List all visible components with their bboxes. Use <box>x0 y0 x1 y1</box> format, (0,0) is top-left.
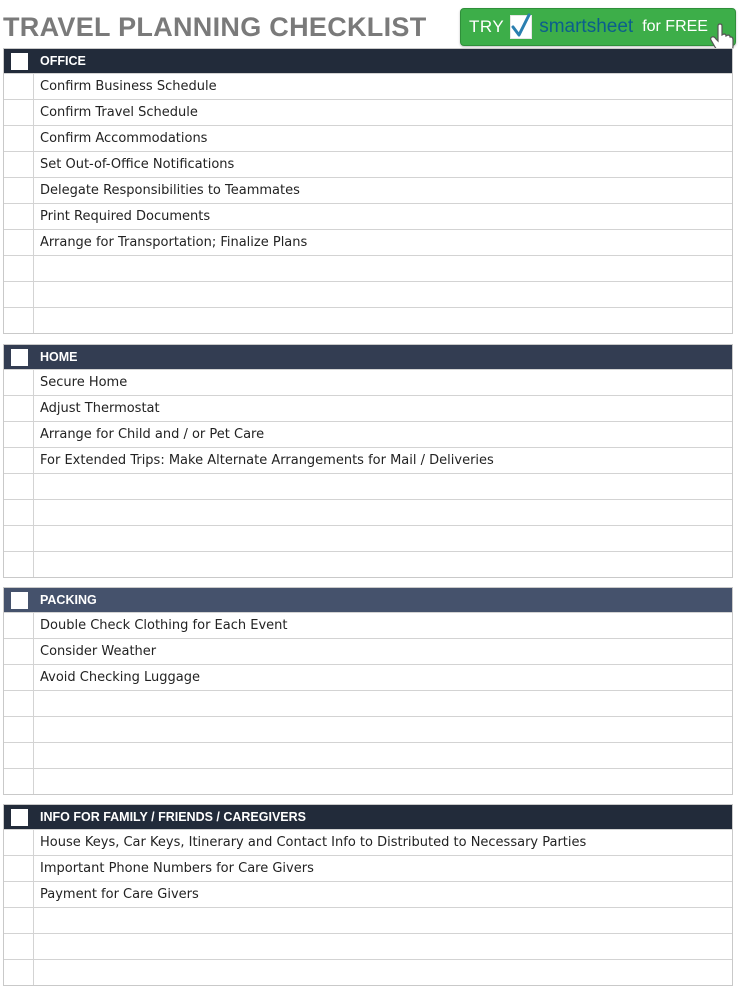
item-checkbox[interactable] <box>4 396 34 421</box>
checklist-row <box>4 907 732 933</box>
section-packing <box>3 587 733 795</box>
checklist-item: Confirm Accommodations <box>40 131 208 146</box>
checklist-item[interactable] <box>34 474 732 499</box>
checklist-row <box>4 447 732 473</box>
cta-brand-label: smartsheet <box>539 16 634 37</box>
checklist-item: Avoid Checking Luggage <box>40 670 200 685</box>
section-header <box>4 345 732 369</box>
checklist-row <box>4 881 732 907</box>
checklist-row <box>4 421 732 447</box>
section-header <box>4 49 732 73</box>
checklist-row <box>4 499 732 525</box>
checklist-item: Confirm Travel Schedule <box>40 105 198 120</box>
checklist-row <box>4 690 732 716</box>
checklist-row <box>4 151 732 177</box>
checklist-item: Double Check Clothing for Each Event <box>40 618 288 633</box>
checklist-item[interactable] <box>34 500 732 525</box>
checklist-item: Print Required Documents <box>40 209 211 224</box>
section-header <box>4 805 732 829</box>
checklist-item[interactable] <box>34 282 732 307</box>
item-checkbox[interactable] <box>4 526 34 551</box>
checklist-row <box>4 307 732 333</box>
checklist-row <box>4 473 732 499</box>
checklist-item: Confirm Business Schedule <box>40 79 217 94</box>
section-header-label: INFO FOR FAMILY / FRIENDS / CAREGIVERS <box>40 810 307 824</box>
cta-try-label: TRY <box>469 17 505 36</box>
section-info-caregivers <box>3 804 733 986</box>
checklist-row <box>4 638 732 664</box>
item-checkbox[interactable] <box>4 639 34 664</box>
checklist-row <box>4 281 732 307</box>
checklist-row <box>4 395 732 421</box>
section-checkbox[interactable] <box>11 53 28 70</box>
checklist-row <box>4 551 732 577</box>
checklist-item[interactable] <box>34 960 732 985</box>
item-checkbox[interactable] <box>4 665 34 690</box>
checklist-row <box>4 73 732 99</box>
section-checkbox[interactable] <box>11 592 28 609</box>
checklist-row <box>4 525 732 551</box>
item-checkbox[interactable] <box>4 691 34 716</box>
item-checkbox[interactable] <box>4 613 34 638</box>
checklist-row <box>4 664 732 690</box>
section-home <box>3 344 733 578</box>
item-checkbox[interactable] <box>4 769 34 794</box>
page-title: TRAVEL PLANNING CHECKLIST <box>3 12 427 42</box>
item-checkbox[interactable] <box>4 422 34 447</box>
item-checkbox[interactable] <box>4 178 34 203</box>
checklist-item: Arrange for Transportation; Finalize Plans <box>40 235 308 250</box>
checklist-row <box>4 829 732 855</box>
section-office <box>3 48 733 334</box>
item-checkbox[interactable] <box>4 474 34 499</box>
checklist-row <box>4 255 732 281</box>
checklist-item: Secure Home <box>40 375 128 390</box>
checklist-item[interactable] <box>34 743 732 768</box>
checklist-row <box>4 177 732 203</box>
item-checkbox[interactable] <box>4 100 34 125</box>
item-checkbox[interactable] <box>4 308 34 333</box>
item-checkbox[interactable] <box>4 370 34 395</box>
try-smartsheet-button[interactable] <box>460 8 736 46</box>
checklist-item[interactable] <box>34 717 732 742</box>
item-checkbox[interactable] <box>4 908 34 933</box>
checklist-item[interactable] <box>34 256 732 281</box>
section-checkbox[interactable] <box>11 349 28 366</box>
item-checkbox[interactable] <box>4 934 34 959</box>
checklist-item[interactable] <box>34 552 732 577</box>
item-checkbox[interactable] <box>4 717 34 742</box>
item-checkbox[interactable] <box>4 282 34 307</box>
checklist-item[interactable] <box>34 769 732 794</box>
checklist-item: House Keys, Car Keys, Itinerary and Contact Info to Distributed to Necessary Parties <box>40 835 587 850</box>
checklist-item: Adjust Thermostat <box>40 401 160 416</box>
item-checkbox[interactable] <box>4 74 34 99</box>
checklist-item[interactable] <box>34 691 732 716</box>
section-header-label: OFFICE <box>40 54 86 68</box>
checklist-row <box>4 99 732 125</box>
checklist-item: Payment for Care Givers <box>40 887 199 902</box>
item-checkbox[interactable] <box>4 448 34 473</box>
item-checkbox[interactable] <box>4 856 34 881</box>
item-checkbox[interactable] <box>4 960 34 985</box>
checklist-item: Arrange for Child and / or Pet Care <box>40 427 265 442</box>
cta-free-label: for FREE <box>642 18 708 35</box>
item-checkbox[interactable] <box>4 126 34 151</box>
checklist-item: Important Phone Numbers for Care Givers <box>40 861 314 876</box>
item-checkbox[interactable] <box>4 743 34 768</box>
item-checkbox[interactable] <box>4 152 34 177</box>
checklist-row <box>4 855 732 881</box>
checklist-row <box>4 229 732 255</box>
item-checkbox[interactable] <box>4 882 34 907</box>
checklist-item[interactable] <box>34 908 732 933</box>
item-checkbox[interactable] <box>4 552 34 577</box>
checklist-row <box>4 768 732 794</box>
checkbox-check-icon <box>510 15 532 39</box>
checklist-row <box>4 959 732 985</box>
checklist-row <box>4 933 732 959</box>
checklist-item: Set Out-of-Office Notifications <box>40 157 235 172</box>
section-header <box>4 588 732 612</box>
item-checkbox[interactable] <box>4 500 34 525</box>
section-header-label: PACKING <box>40 593 97 607</box>
checklist-row <box>4 612 732 638</box>
checklist-row <box>4 716 732 742</box>
checklist-row <box>4 125 732 151</box>
checklist-item[interactable] <box>34 526 732 551</box>
checklist-item: For Extended Trips: Make Alternate Arrangements for Mail / Deliveries <box>40 453 494 468</box>
item-checkbox[interactable] <box>4 830 34 855</box>
checklist-item: Delegate Responsibilities to Teammates <box>40 183 300 198</box>
item-checkbox[interactable] <box>4 230 34 255</box>
checklist-row <box>4 203 732 229</box>
checklist-row <box>4 369 732 395</box>
item-checkbox[interactable] <box>4 204 34 229</box>
section-checkbox[interactable] <box>11 809 28 826</box>
item-checkbox[interactable] <box>4 256 34 281</box>
checklist-item[interactable] <box>34 934 732 959</box>
section-header-label: HOME <box>40 350 78 364</box>
checklist-row <box>4 742 732 768</box>
checklist-item[interactable] <box>34 308 732 333</box>
checklist-item: Consider Weather <box>40 644 157 659</box>
